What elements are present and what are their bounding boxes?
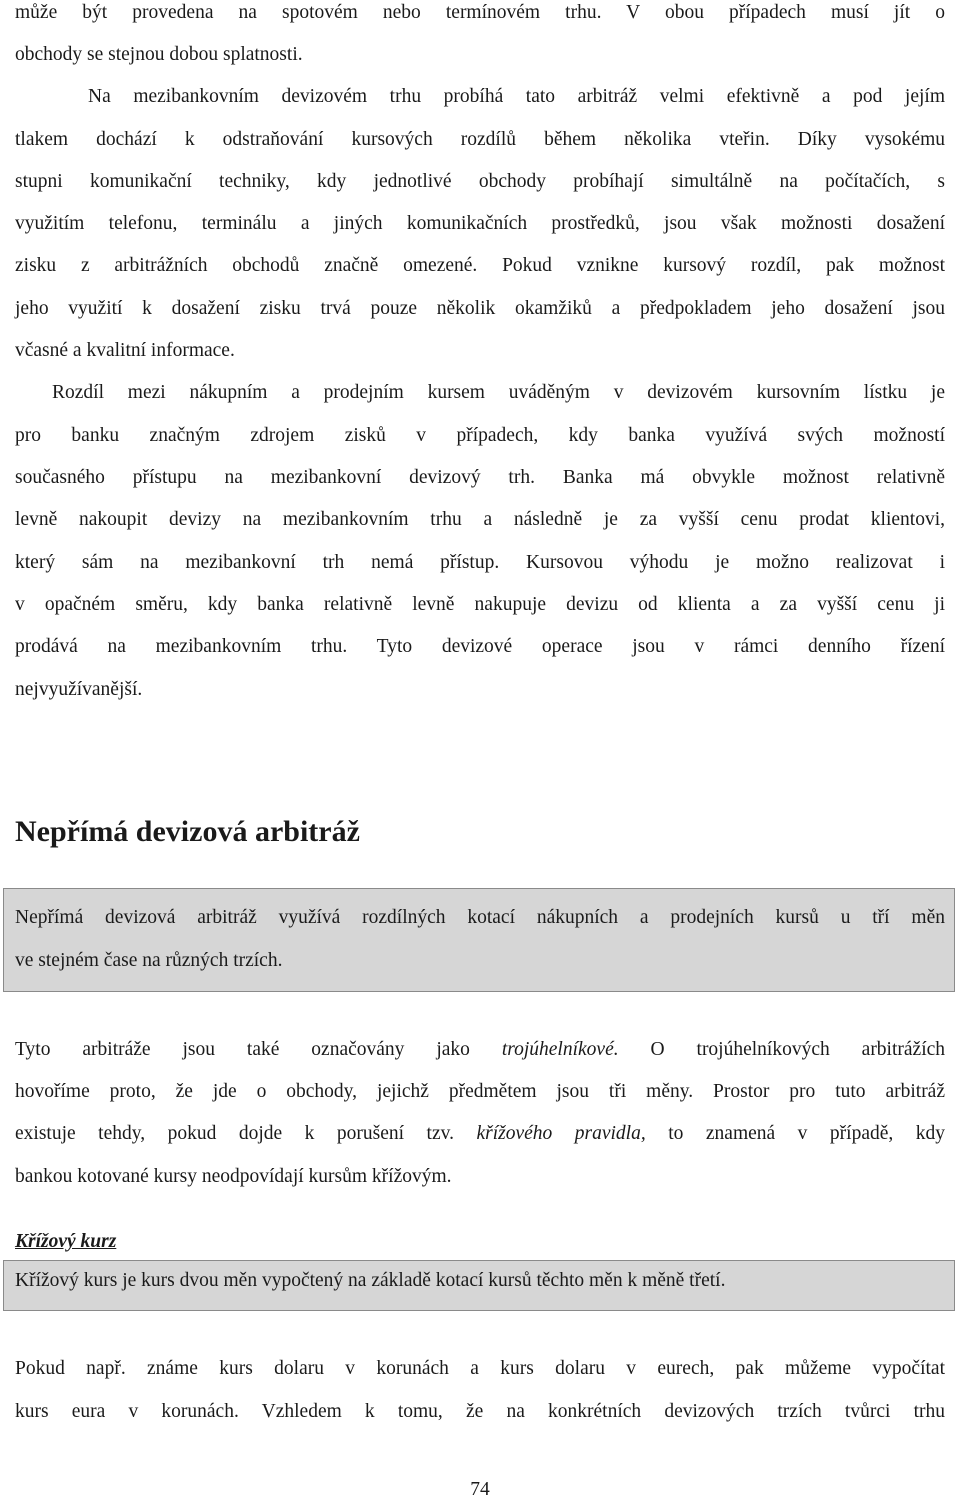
text-line: současného přístupu na mezibankovní devizový trh. Banka má obvykle možnost relativně xyxy=(15,467,945,488)
text-line: jeho využití k dosažení zisku trvá pouze několik okamžiků a předpokladem jeho dosažení jsou xyxy=(15,298,945,319)
text-line xyxy=(15,1121,945,1147)
text-line: kurs eura v korunách. Vzhledem k tomu, že na konkrétních devizových trzích tvůrci trhu xyxy=(15,1401,945,1422)
text-line: prodává na mezibankovním trhu. Tyto devizové operace jsou v rámci denního řízení xyxy=(15,636,945,657)
text-line: včasné a kvalitní informace. xyxy=(15,340,235,361)
text-line: Rozdíl mezi nákupním a prodejním kursem uváděným v devizovém kursovním lístku je xyxy=(52,382,945,403)
text-line: může být provedena na spotovém nebo termínovém trhu. V obou případech musí jít o xyxy=(15,2,945,23)
text-line: bankou kotované kursy neodpovídají kursům křížovým. xyxy=(15,1166,452,1187)
text-segment: Tyto arbitráže jsou také označovány jako xyxy=(15,1039,470,1060)
definition-text-line: Křížový kurs je kurs dvou měn vypočtený na základě kotací kursů těchto měn k měně třetí. xyxy=(15,1270,726,1291)
text-segment: O trojúhelníkových arbitrážích xyxy=(650,1039,946,1060)
text-segment: to znamená v případě, kdy xyxy=(668,1123,946,1144)
section-heading: Nepřímá devizová arbitráž xyxy=(15,815,360,848)
text-line: stupni komunikační techniky, kdy jednotlivé obchody probíhají simultálně na počítačích, s xyxy=(15,171,945,192)
italic-term: trojúhelníkové. xyxy=(501,1039,619,1060)
text-line: nejvyužívanější. xyxy=(15,679,143,700)
text-line: pro banku značným zdrojem zisků v případech, kdy banka využívá svých možností xyxy=(15,425,945,446)
definition-text-line: Nepřímá devizová arbitráž využívá rozdílných kotací nákupních a prodejních kursů u tří měn xyxy=(15,907,945,928)
text-line: Na mezibankovním devizovém trhu probíhá tato arbitráž velmi efektivně a pod jejím xyxy=(88,86,945,107)
text-line: Pokud např. známe kurs dolaru v korunách a kurs dolaru v eurech, pak můžeme vypočítat xyxy=(15,1358,945,1379)
text-line: využitím telefonu, terminálu a jiných komunikačních prostředků, jsou však možnosti dosažení xyxy=(15,213,945,234)
definition-box xyxy=(3,888,955,992)
italic-term: křížového pravidla, xyxy=(476,1123,646,1144)
text-line: hovoříme proto, že jde o obchody, jejichž předmětem jsou tři měny. Prostor pro tuto arbitráž xyxy=(15,1081,945,1102)
text-line: který sám na mezibankovní trh nemá přístup. Kursovou výhodu je možno realizovat i xyxy=(15,552,945,573)
text-line: v opačném směru, kdy banka relativně levně nakupuje devizu od klienta a za vyšší cenu ji xyxy=(15,594,945,615)
text-line: obchody se stejnou dobou splatnosti. xyxy=(15,44,303,65)
subsection-heading: Křížový kurz xyxy=(15,1231,117,1252)
text-line: tlakem dochází k odstraňování kursových rozdílů během několika vteřin. Díky vysokému xyxy=(15,129,945,150)
text-line: levně nakoupit devizy na mezibankovním trhu a následně je za vyšší cenu prodat klientovi, xyxy=(15,509,945,530)
text-segment: existuje tehdy, pokud dojde k porušení tzv. xyxy=(15,1123,454,1144)
definition-text-line: ve stejném čase na různých trzích. xyxy=(15,950,283,971)
text-line: zisku z arbitrážních obchodů značně omezené. Pokud vznikne kursový rozdíl, pak možnost xyxy=(15,255,945,276)
page-number: 74 xyxy=(470,1479,490,1500)
text-line xyxy=(15,1037,945,1063)
